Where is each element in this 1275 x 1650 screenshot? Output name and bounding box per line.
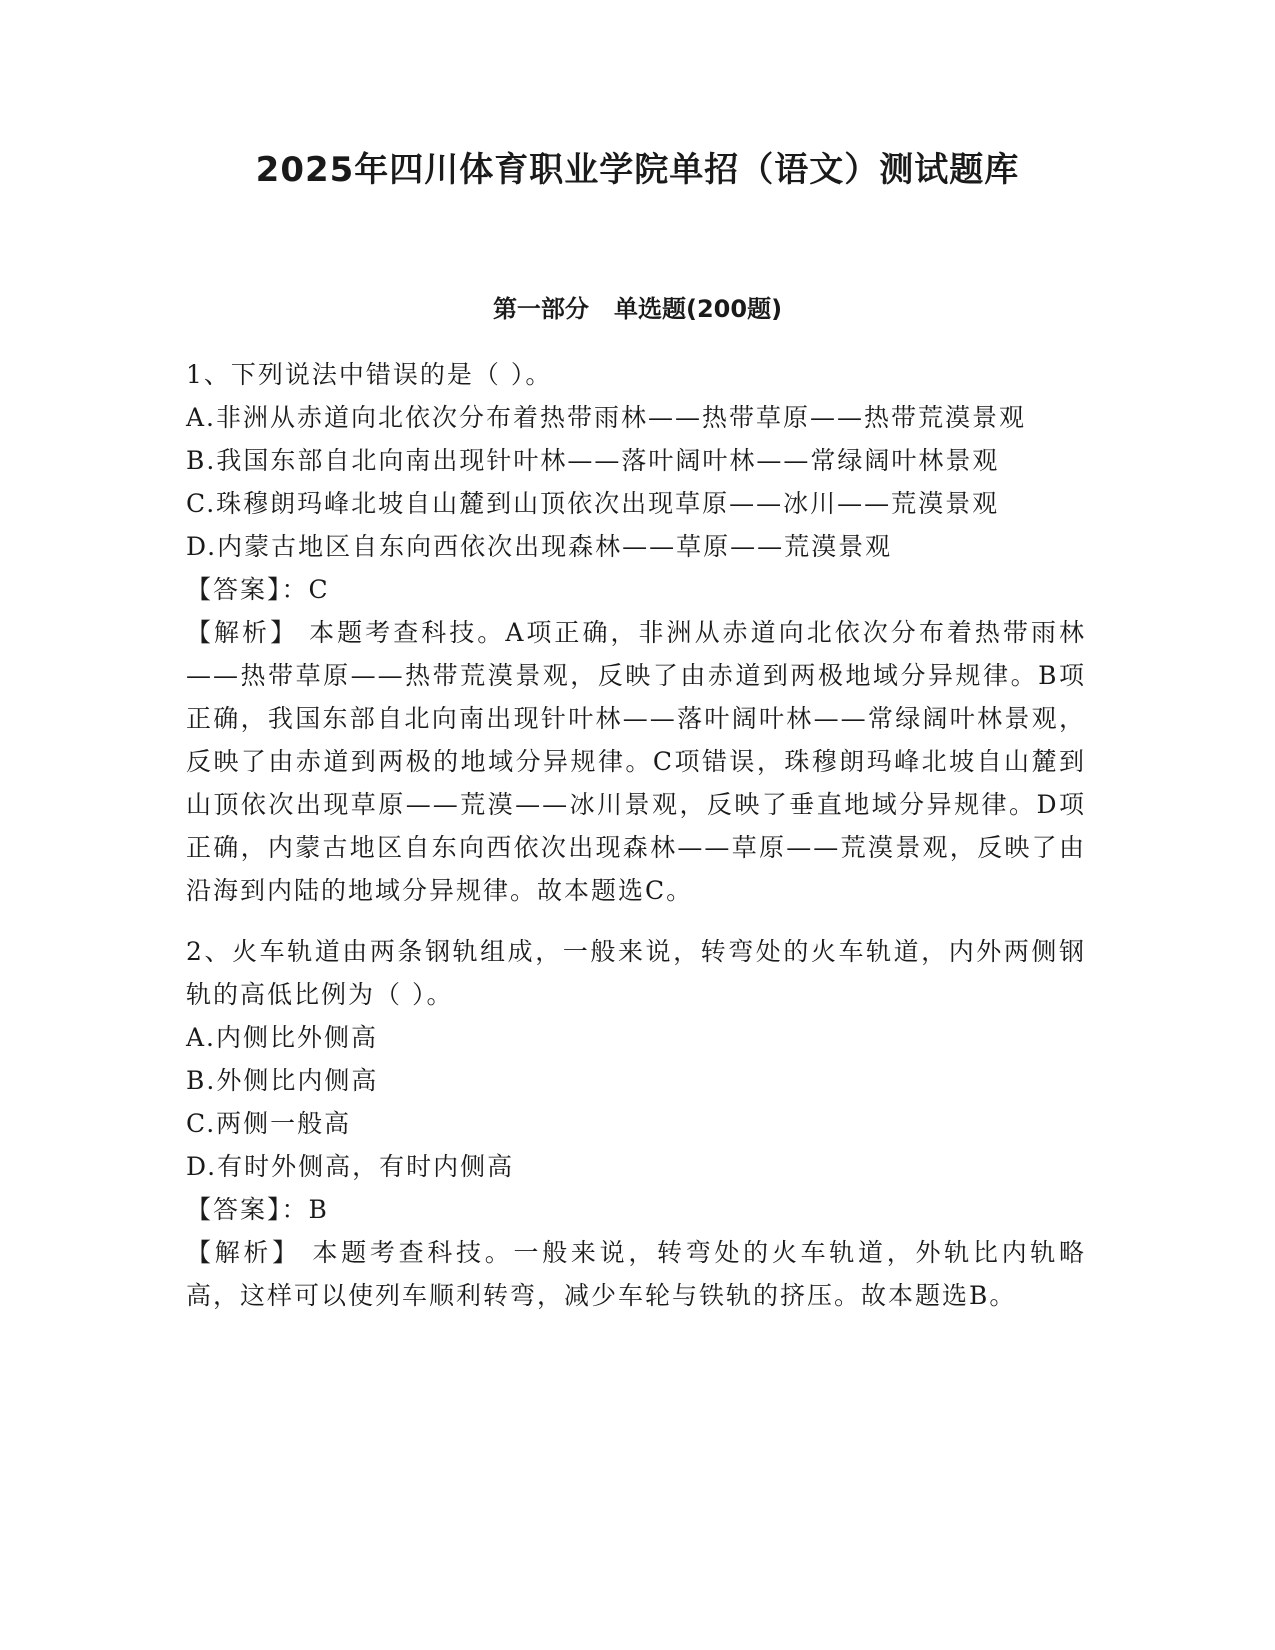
option-b: B.我国东部自北向南出现针叶林——落叶阔叶林——常绿阔叶林景观 bbox=[186, 446, 1000, 475]
analysis-paragraph: 【解析】 本题考查科技。A项正确，非洲从赤道向北依次分布着热带雨林——热带草原——热带荒漠景观，反映了由赤道到两极地域分异规律。B项正确，我国东部自北向南出现针叶林——落叶阔叶林——常绿阔叶林景观，反映了由赤道到两极的地域分异规律。C项错误，珠穆朗玛峰北坡自山麓到山顶依次出现草原——荒漠——冰川景观，反映了垂直地域分异规律。D项正确，内蒙古地区自东向西依次出现森林——草原——荒漠景观，反映了由沿海到内陆的地域分异规律。故本题选C。 bbox=[186, 618, 1086, 905]
document-title: 2025年四川体育职业学院单招（语文）测试题库 bbox=[255, 150, 1020, 190]
option-a: A.内侧比外侧高 bbox=[186, 1023, 379, 1052]
question-1 bbox=[186, 353, 1086, 912]
option-c: C.珠穆朗玛峰北坡自山麓到山顶依次出现草原——冰川——荒漠景观 bbox=[186, 489, 1000, 518]
question-list bbox=[186, 353, 1086, 1335]
section-heading: 第一部分 单选题(200题) bbox=[492, 295, 783, 323]
option-d: D.内蒙古地区自东向西依次出现森林——草原——荒漠景观 bbox=[186, 532, 893, 561]
answer-line: 【答案】：B bbox=[186, 1195, 329, 1224]
option-b: B.外侧比内侧高 bbox=[186, 1066, 379, 1095]
option-c: C.两侧一般高 bbox=[186, 1109, 352, 1138]
option-d: D.有时外侧高，有时内侧高 bbox=[186, 1152, 515, 1181]
option-a: A.非洲从赤道向北依次分布着热带雨林——热带草原——热带荒漠景观 bbox=[186, 403, 1027, 432]
analysis-paragraph: 【解析】 本题考查科技。一般来说，转弯处的火车轨道，外轨比内轨略高，这样可以使列车顺利转弯，减少车轮与铁轨的挤压。故本题选B。 bbox=[186, 1238, 1086, 1310]
answer-line: 【答案】：C bbox=[186, 575, 330, 604]
question-stem: 1、下列说法中错误的是（ ）。 bbox=[186, 360, 553, 389]
question-2 bbox=[186, 930, 1086, 1317]
question-stem: 2、火车轨道由两条钢轨组成，一般来说，转弯处的火车轨道，内外两侧钢轨的高低比例为（ ）。 bbox=[186, 937, 1086, 1009]
